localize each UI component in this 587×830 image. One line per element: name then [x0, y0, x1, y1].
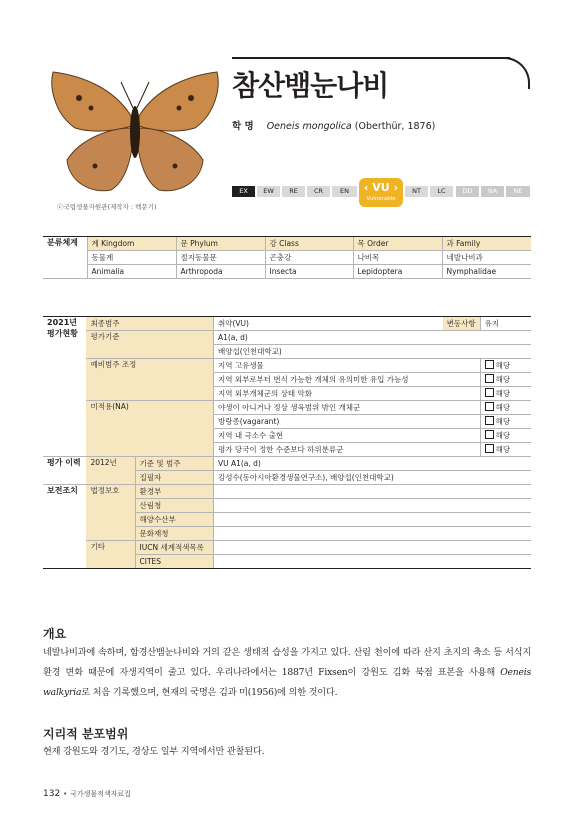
taxonomy-korean-cell: 절지동물문 [176, 251, 265, 265]
na-row [43, 401, 531, 415]
taxonomy-section-label: 분류체계 [43, 237, 87, 279]
status-cr: CR [307, 186, 330, 197]
sci-name-italic: Oeneis mongolica [266, 121, 352, 132]
adjust-label: 예비범주 조정 [86, 359, 213, 401]
na-item: 야생이 아니거나 정상 생육범위 밖인 개체군 [213, 401, 480, 415]
header-rule [232, 57, 510, 59]
checkbox-icon[interactable] [485, 430, 494, 439]
status-na: NA [481, 186, 504, 197]
legal-value [213, 499, 531, 513]
status-vu-badge [359, 178, 403, 207]
legal-item: 환경부 [135, 485, 213, 499]
protection-row [43, 541, 531, 555]
na-item: 방랑종(vagarant) [213, 415, 480, 429]
taxonomy-latin-cell: Animalia [87, 265, 176, 279]
taxonomy-header-phylum: 문 Phylum [176, 237, 265, 251]
na-check[interactable]: 해당 [480, 415, 531, 429]
history-author-label: 집필자 [135, 471, 213, 485]
assessment-year: 2021년 [47, 318, 77, 327]
taxonomy-korean-row [43, 251, 531, 265]
history-author-value: 김성수(동아시아환경생물연구소), 배양섭(인천대학교) [213, 471, 531, 485]
book-title: 국가생물적색자료집 [70, 790, 131, 798]
assessor-value: 배양섭(인천대학교) [213, 345, 531, 359]
na-label: 미적용(NA) [86, 401, 213, 457]
taxonomy-korean-cell: 네발나비과 [442, 251, 531, 265]
history-year: 2012년 [86, 457, 135, 485]
checkbox-icon[interactable] [485, 444, 494, 453]
sci-name-author: (Oberthür, 1876) [354, 121, 436, 132]
overview-text: 네발나비과에 속하며, 함경산뱀눈나비와 거의 같은 생태적 습성을 가지고 있다. 산림 천이에 따라 산지 초지의 축소 등 서식지 환경 변화 때문에 자생지역이 줄고 있다. 우리나라에서는 1887년 Fixsen이 강원도 김화 북점 표본을 사용해 Oeneis walkyria로 처음 기록했으며, 현재의 국명은 김과 미(1956)에 의한 것이다. [43, 647, 531, 698]
criteria-label: 평가기준 [86, 331, 213, 359]
taxonomy-header-order: 목 Order [353, 237, 442, 251]
checkbox-icon[interactable] [485, 388, 494, 397]
final-category-label: 최종범주 [86, 317, 213, 331]
taxonomy-korean-cell: 나비목 [353, 251, 442, 265]
status-nt: NT [405, 186, 428, 197]
distribution-text: 현재 강원도와 경기도, 경상도 일부 지역에서만 관찰된다. [43, 746, 265, 757]
taxonomy-latin-row [43, 265, 531, 279]
scientific-name [232, 118, 435, 132]
na-check[interactable]: 해당 [480, 401, 531, 415]
checkbox-icon[interactable] [485, 416, 494, 425]
butterfly-photo [45, 68, 225, 200]
taxonomy-header-class: 강 Class [265, 237, 353, 251]
checkbox-icon[interactable] [485, 374, 494, 383]
status-ex: EX [232, 186, 255, 197]
status-ew: EW [257, 186, 280, 197]
overview-italic-name: Oeneis walkyria [43, 667, 531, 698]
other-value [213, 555, 531, 569]
status-dd: DD [456, 186, 479, 197]
taxonomy-latin-cell: Insecta [265, 265, 353, 279]
assessment-section-label [43, 317, 86, 457]
species-title: 참산뱀눈나비 [232, 69, 389, 102]
final-category-row [43, 317, 531, 331]
other-value [213, 541, 531, 555]
adjust-check[interactable]: 해당 [480, 359, 531, 373]
na-item: 지역 내 극소수 출현 [213, 429, 480, 443]
legal-value [213, 485, 531, 499]
status-re: RE [282, 186, 305, 197]
legal-item: 해양수산부 [135, 513, 213, 527]
legal-value [213, 513, 531, 527]
adjust-check[interactable]: 해당 [480, 387, 531, 401]
na-check[interactable]: 해당 [480, 443, 531, 457]
sci-name-label: 학 명 [232, 121, 254, 132]
legal-item: 산림청 [135, 499, 213, 513]
status-lc: LC [430, 186, 453, 197]
adjust-check[interactable]: 해당 [480, 373, 531, 387]
assessment-table [43, 317, 531, 569]
na-item: 평가 당국이 정한 수준보다 하위분류군 [213, 443, 480, 457]
page-footer [43, 789, 131, 799]
taxonomy-latin-cell: Nymphalidae [442, 265, 531, 279]
history-basis-label: 기준 및 범주 [135, 457, 213, 471]
taxonomy-latin-cell: Arthropoda [176, 265, 265, 279]
final-category-value: 취약(VU) [213, 317, 442, 331]
taxonomy-header-kingdom: 계 Kingdom [87, 237, 176, 251]
header-rule-corner [500, 57, 530, 89]
history-section-label: 평가 이력 [43, 457, 86, 485]
criteria-value: A1(a, d) [213, 331, 531, 345]
legal-protection-label: 법정보호 [86, 485, 135, 541]
assessment-title: 평가현황 [47, 329, 78, 338]
taxonomy-korean-cell: 동물계 [87, 251, 176, 265]
taxonomy-header-family: 과 Family [442, 237, 531, 251]
checkbox-icon[interactable] [485, 360, 494, 369]
other-item: IUCN 세계적색목록 [135, 541, 213, 555]
protection-section-label: 보전조치 [43, 485, 86, 569]
other-item: CITES [135, 555, 213, 569]
legal-item: 문화재청 [135, 527, 213, 541]
adjust-item: 지역 고유생물 [213, 359, 480, 373]
taxonomy-latin-cell: Lepidoptera [353, 265, 442, 279]
footer-separator: • [63, 790, 68, 798]
status-vu: ‹ VU › [363, 181, 399, 194]
status-en: EN [332, 186, 357, 197]
other-protection-label: 기타 [86, 541, 135, 569]
status-ne: NE [506, 186, 530, 197]
protection-row [43, 485, 531, 499]
taxonomy-korean-cell: 곤충강 [265, 251, 353, 265]
photo-credit: ⓒ국립생물자원관(제작자 : 백문기) [57, 203, 157, 211]
change-value: 유지 [480, 317, 531, 331]
na-check[interactable]: 해당 [480, 429, 531, 443]
adjust-row [43, 359, 531, 373]
distribution-heading: 지리적 분포범위 [43, 727, 129, 741]
page-number: 132 [43, 789, 61, 799]
change-label: 변동사항 [443, 317, 480, 331]
status-vu-label: Vulnerable [366, 196, 396, 202]
overview-heading: 개요 [43, 627, 67, 641]
taxonomy-header-row [43, 237, 531, 251]
history-basis-value: VU A1(a, d) [213, 457, 531, 471]
legal-value [213, 527, 531, 541]
history-basis-row [43, 457, 531, 471]
adjust-item: 지역 외부로부터 번식 가능한 개체의 유의미한 유입 가능성 [213, 373, 480, 387]
taxonomy-table [43, 237, 531, 279]
criteria-row [43, 331, 531, 345]
checkbox-icon[interactable] [485, 402, 494, 411]
adjust-item: 지역 외부개체군의 상태 악화 [213, 387, 480, 401]
